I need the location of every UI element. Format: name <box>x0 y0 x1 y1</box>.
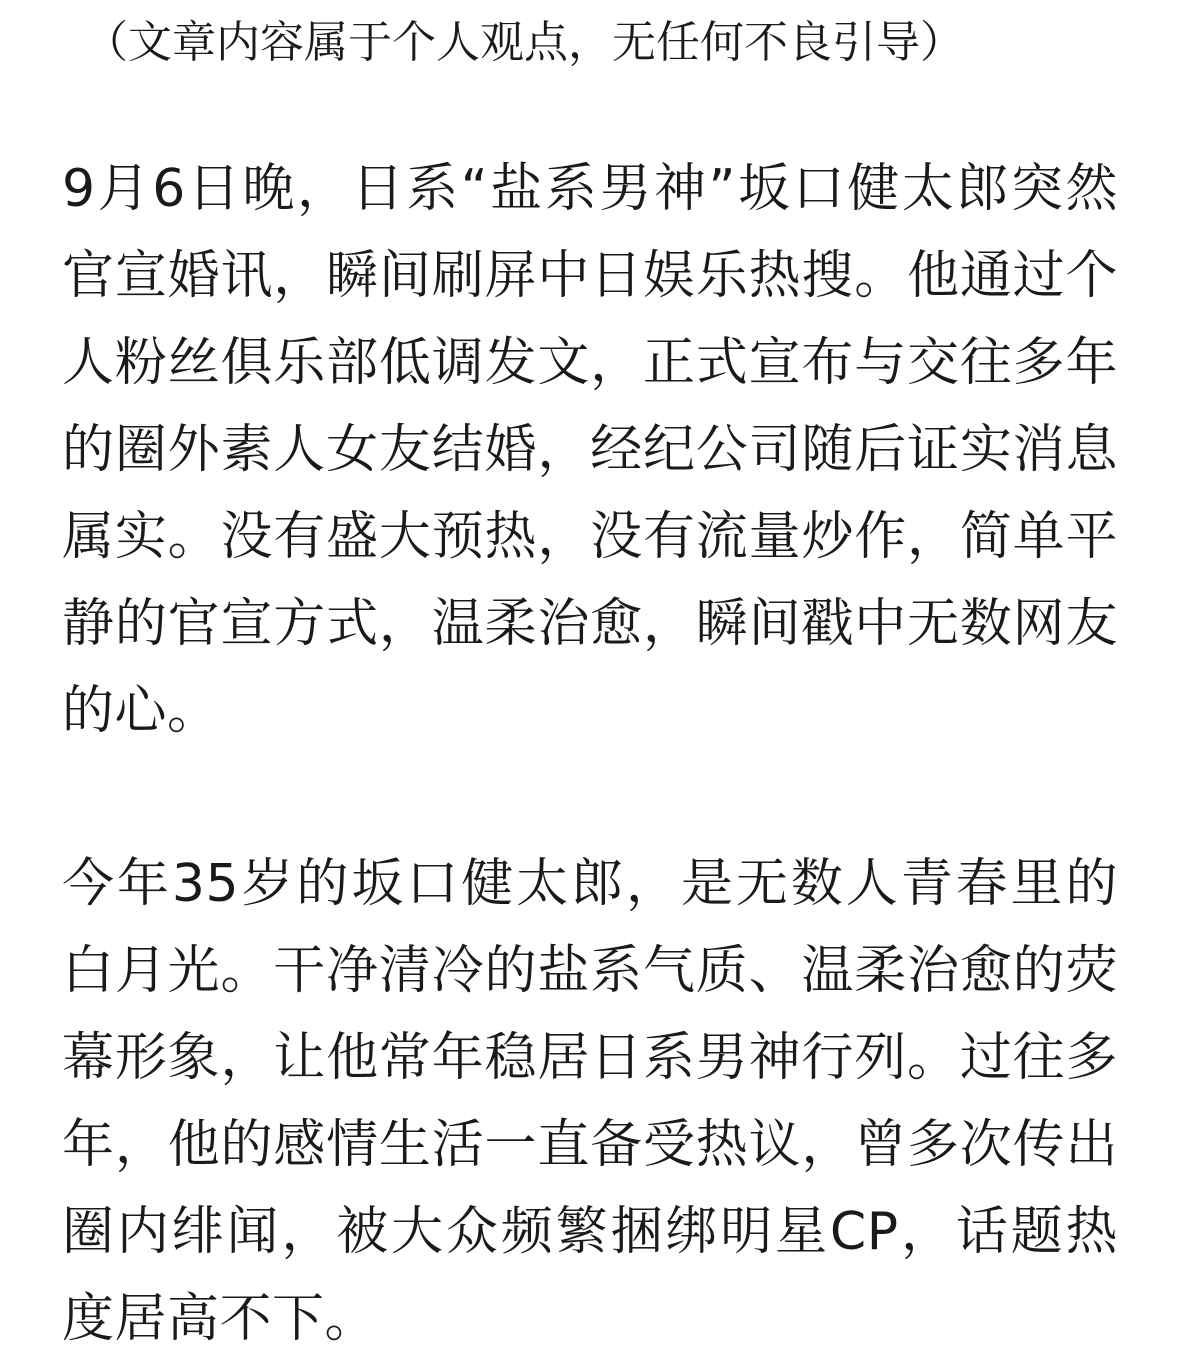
disclaimer-note: （文章内容属于个人观点，无任何不良引导） <box>84 17 964 68</box>
article-paragraph: 今年35岁的坂口健太郎，是无数人青春里的白月光。干净清冷的盐系气质、温柔治愈的荧幕形象，让他常年稳居日系男神行列。过往多年，他的感情生活一直备受热议，曾多次传出圈内绯闻，被大众频繁捆绑明星CP，话题热度居高不下。 <box>62 854 1118 1349</box>
article-body <box>62 0 1118 1363</box>
article-paragraph: 9月6日晚，日系“盐系男神”坂口健太郎突然官宣婚讯，瞬间刷屏中日娱乐热搜。他通过个人粉丝俱乐部低调发文，正式宣布与交往多年的圈外素人女友结婚，经纪公司随后证实消息属实。没有盛大预热，没有流量炒作，简单平静的官宣方式，温柔治愈，瞬间戳中无数网友的心。 <box>62 159 1118 741</box>
